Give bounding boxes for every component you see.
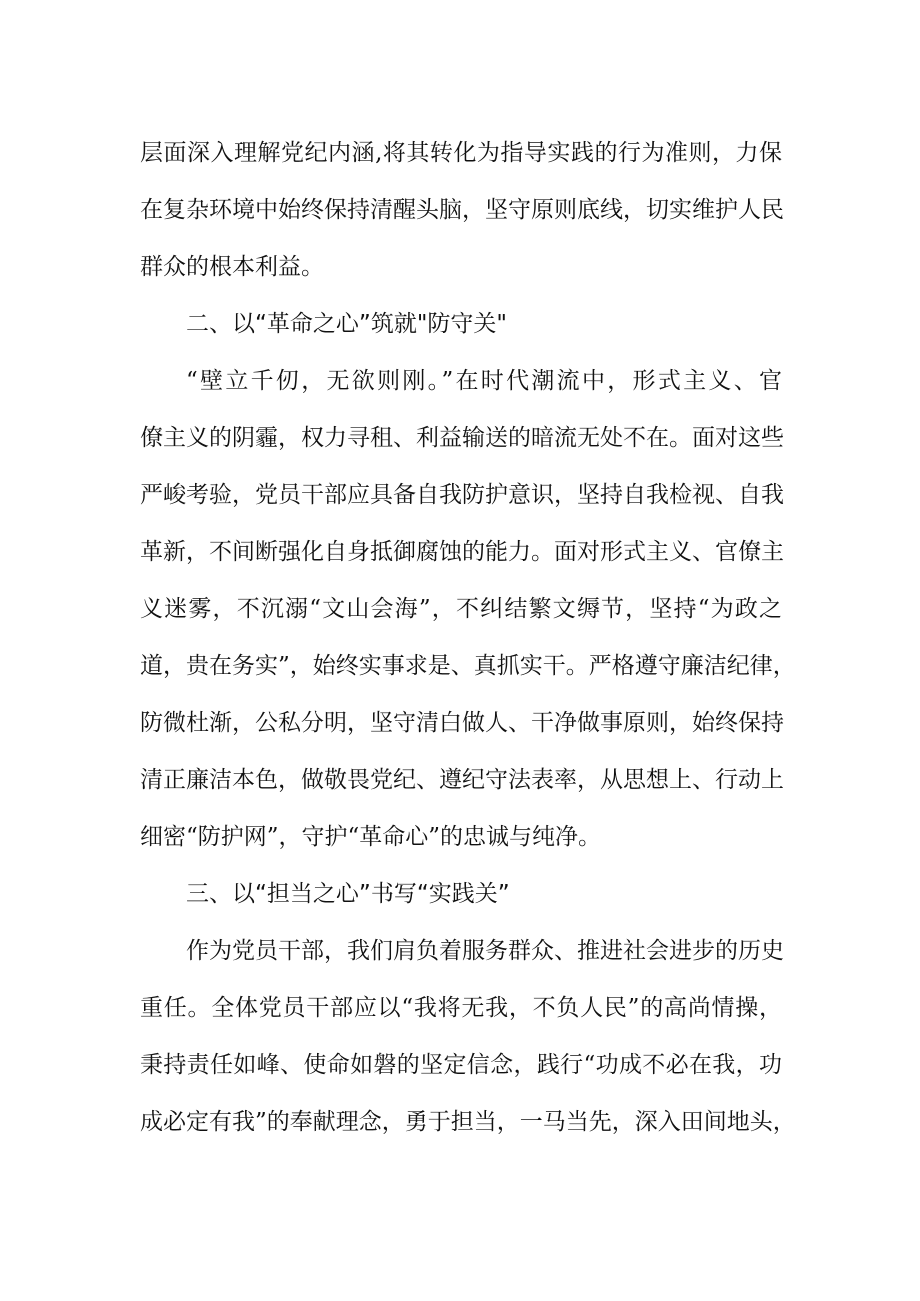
paragraph-3-line-3: 秉持责任如峰、使命如磐的坚定信念，践行“功成不必在我，功 [140, 1052, 782, 1078]
paragraph-3-line-4: 成必定有我”的奉献理念，勇于担当，一马当先，深入田间地头， [140, 1109, 796, 1135]
paragraph-1-line-1: 层面深入理解党纪内涵,将其转化为指导实践的行为准则，力保 [140, 140, 782, 166]
paragraph-2-line-9: 细密“防护网”，守护“革命心”的忠诚与纯净。 [140, 824, 602, 850]
paragraph-3-line-2: 重任。全体党员干部应以“我将无我，不负人民”的高尚情操， [140, 995, 782, 1021]
paragraph-3-line-1: 作为党员干部，我们肩负着服务群众、推进社会进步的历史 [186, 938, 784, 964]
paragraph-2-line-6: 道，贵在务实”，始终实事求是、真抓实干。严格遵守廉洁纪律， [140, 653, 796, 679]
paragraph-2-line-8: 清正廉洁本色，做敬畏党纪、遵纪守法表率，从思想上、行动上 [140, 767, 784, 793]
paragraph-2-line-3: 严峻考验，党员干部应具备自我防护意识，坚持自我检视、自我 [140, 482, 784, 508]
section-heading-2: 二、以“革命之心”筑就"防守关" [186, 311, 507, 337]
section-heading-3: 三、以“担当之心”书写“实践关” [186, 881, 510, 907]
paragraph-2-line-4: 革新，不间断强化自身抵御腐蚀的能力。面对形式主义、官僚主 [140, 539, 784, 565]
paragraph-2-line-5: 义迷雾，不沉溺“文山会海”，不纠结繁文缛节，坚持“为政之 [140, 596, 782, 622]
paragraph-2-line-2: 僚主义的阴霾，权力寻租、利益输送的暗流无处不在。面对这些 [140, 425, 784, 451]
paragraph-1-line-3: 群众的根本利益。 [140, 254, 324, 280]
paragraph-1-line-2: 在复杂环境中始终保持清醒头脑，坚守原则底线，切实维护人民 [140, 197, 784, 223]
paragraph-2-line-1: “壁立千仞，无欲则刚。”在时代潮流中，形式主义、官 [186, 368, 782, 394]
paragraph-2-line-7: 防微杜渐，公私分明，坚守清白做人、干净做事原则，始终保持 [140, 710, 784, 736]
